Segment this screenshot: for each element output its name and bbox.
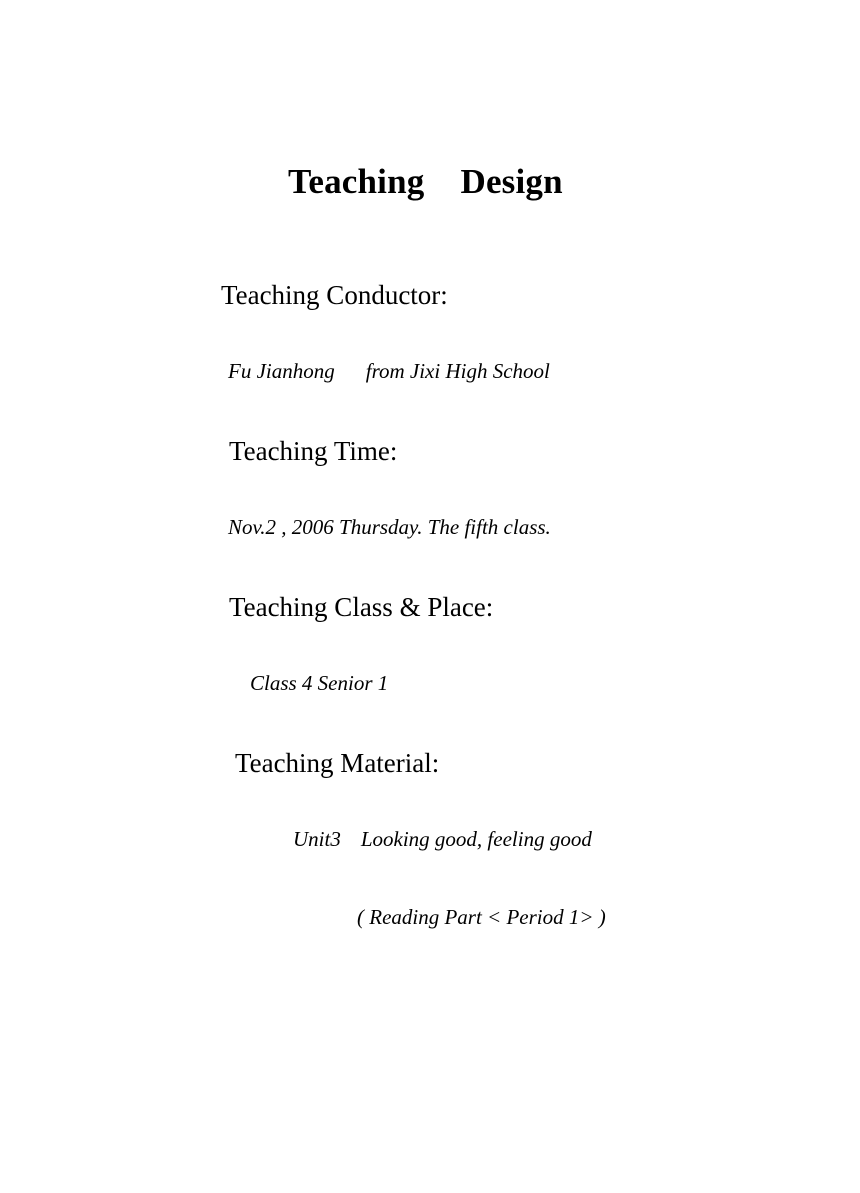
page-title: [288, 164, 563, 199]
time-value: Nov.2 , 2006 Thursday. The fifth class.: [228, 515, 551, 539]
title-word-1: Teaching: [288, 162, 425, 201]
class-place-value: Class 4 Senior 1: [250, 671, 389, 695]
title-word-2: Design: [460, 162, 563, 201]
conductor-name: Fu Jianhong: [228, 359, 335, 383]
unit-title: Looking good, feeling good: [360, 827, 592, 851]
class-place-heading: Teaching Class & Place:: [229, 592, 494, 622]
material-part: ( Reading Part < Period 1> ): [357, 905, 606, 929]
unit-number: Unit3: [293, 827, 341, 851]
conductor-school: from Jixi High School: [365, 359, 550, 383]
conductor-value: [228, 361, 550, 382]
conductor-heading: Teaching Conductor:: [221, 280, 448, 310]
time-heading: Teaching Time:: [229, 436, 398, 466]
material-heading: Teaching Material:: [235, 748, 440, 778]
material-unit: [293, 829, 592, 850]
